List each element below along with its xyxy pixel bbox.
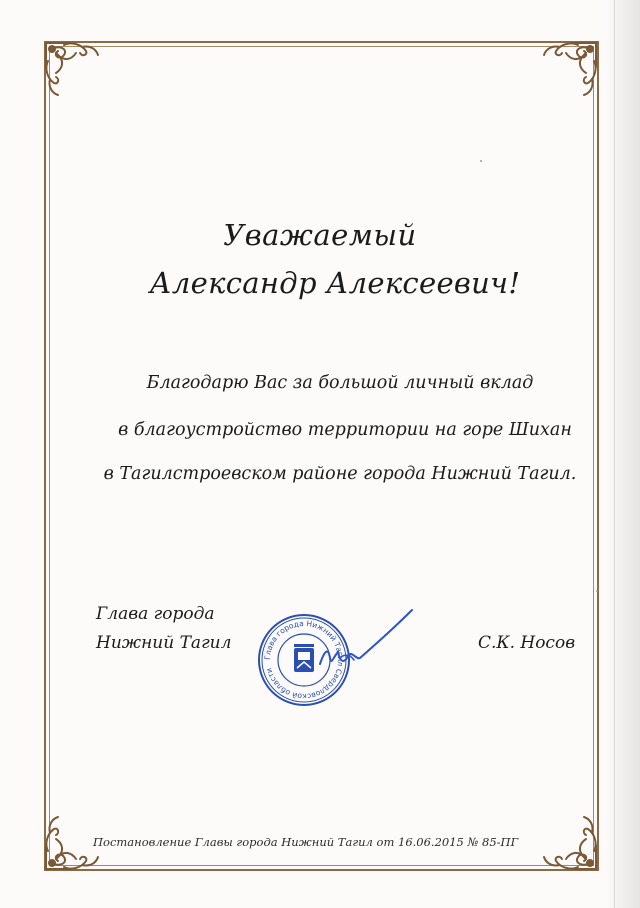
corner-ornament-top-right [538, 39, 600, 101]
page-edge-shadow [606, 0, 640, 908]
body-line-3: в Тагилстроевском районе города Нижний Тагил. [103, 464, 577, 484]
paper-speck [480, 160, 482, 162]
corner-ornament-bottom-right [538, 811, 600, 873]
seal-text: Глава города Нижний Тагил Свердловской области [262, 618, 346, 702]
corner-ornament-top-left [42, 39, 104, 101]
body-line-1: Благодарю Вас за большой личный вклад [146, 373, 534, 393]
page-edge-line [614, 0, 615, 908]
decorative-frame-inner [49, 46, 594, 866]
signatory-name: С.К. Носов [478, 633, 576, 653]
paper-speck [596, 590, 598, 592]
signatory-title-line-2: Нижний Тагил [96, 633, 232, 653]
greeting-line-2: Александр Алексеевич! [149, 266, 521, 300]
body-line-2: в благоустройство территории на горе Шихан [118, 420, 572, 440]
greeting-line-1: Уважаемый [223, 218, 417, 252]
handwritten-signature [300, 606, 420, 686]
footer-decree-reference: Постановление Главы города Нижний Тагил от 16.06.2015 № 85-ПГ [93, 835, 519, 849]
signatory-title-line-1: Глава города [96, 604, 215, 624]
